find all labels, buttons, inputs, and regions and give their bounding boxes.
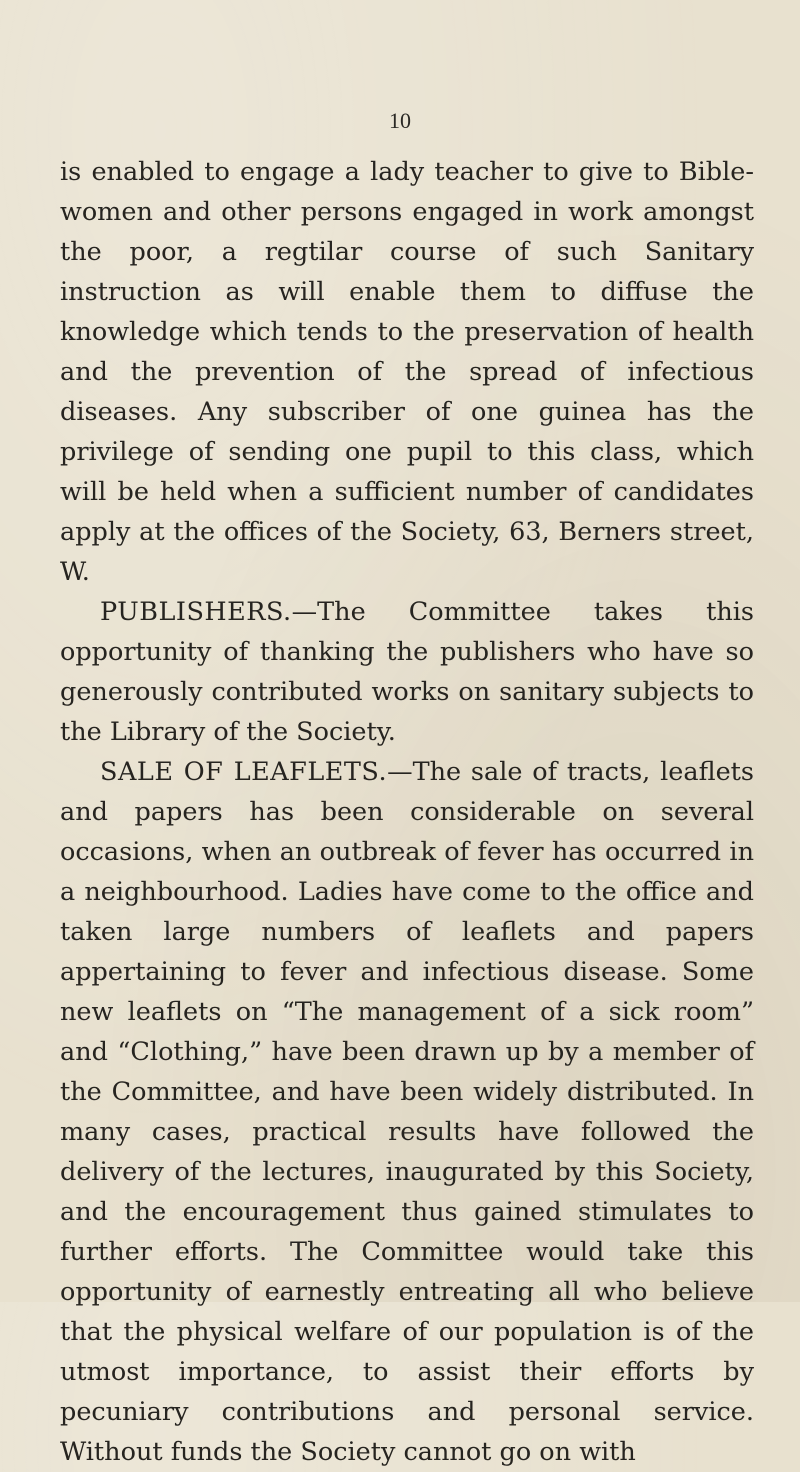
body-text bbox=[60, 152, 754, 1472]
section-heading-sale-of-leaflets: SALE OF LEAFLETS. bbox=[100, 757, 388, 787]
paragraph-sale-of-leaflets bbox=[60, 752, 754, 1472]
paragraph-text: —The sale of tracts, leaflets and papers has been considerable on several occasions, when an outbreak of fever has occurred in a neighbourhood. Ladies have come to the office and taken large numbers of leaflets and papers appertaining to fever and infectious disease. Some new leaflets on “The management of a sick room” and “Clothing,” have been drawn up by a member of the Committee, and have been widely distributed. In many cases, practical results have followed the delivery of the lectures, inaugurated by this Society, and the encouragement thus gained stimulates to further efforts. The Committee would take this opportunity of earnestly entreating all who believe that the physical welfare of our population is of the utmost importance, to assist their efforts by pecuniary contributions and personal service. Without funds the Society cannot go on with bbox=[60, 757, 754, 1467]
paragraph-text: is enabled to engage a lady teacher to give to Bible-women and other persons engaged in work amongst the poor, a regtilar course of such Sanitary instruction as will enable them to diffuse the knowledge which tends to the preservation of health and the prevention of the spread of infectious diseases. Any subscriber of one guinea has the privilege of sending one pupil to this class, which will be held when a sufficient number of candidates apply at the offices of the Society, 63, Berners street, W. bbox=[60, 157, 754, 587]
paragraph-publishers bbox=[60, 592, 754, 752]
paragraph-sanitary-class bbox=[60, 152, 754, 592]
section-heading-publishers: PUBLISHERS. bbox=[100, 597, 292, 627]
paragraph-text: —The Committee takes this opportunity of thanking the publishers who have so generously contributed works on sanitary subjects to the Library of the Society. bbox=[60, 597, 754, 747]
page-number: 10 bbox=[389, 108, 411, 133]
